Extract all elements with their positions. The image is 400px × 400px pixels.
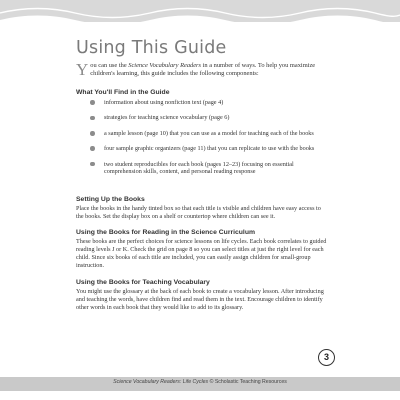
page-number: 3 bbox=[318, 349, 335, 366]
intro-text-1: ou can use the bbox=[90, 62, 129, 69]
footer-publisher: © Scholastic Teaching Resources bbox=[208, 379, 287, 385]
setup-heading: Setting Up the Books bbox=[76, 196, 145, 203]
bullet-dot-icon bbox=[90, 131, 95, 136]
footer-credit bbox=[0, 379, 400, 385]
reading-heading: Using the Books for Reading in the Science Curriculum bbox=[76, 229, 256, 236]
list-item-text: a sample lesson (page 10) that you can use as a model for teaching each of the books bbox=[104, 129, 314, 137]
find-heading: What You'll Find in the Guide bbox=[76, 89, 170, 96]
list-item bbox=[90, 145, 322, 153]
footer-series: Science Vocabulary Readers: Life Cycles bbox=[113, 379, 209, 385]
intro-paragraph bbox=[76, 62, 328, 78]
bullet-dot-icon bbox=[90, 146, 95, 151]
components-list bbox=[90, 99, 322, 184]
list-item bbox=[90, 99, 322, 107]
bullet-dot-icon bbox=[90, 116, 95, 121]
bullet-dot-icon bbox=[90, 162, 95, 167]
reading-paragraph: These books are the perfect choices for science lessons on life cycles. Each book correlates to guided reading levels J or K. Check the grid on page 8 so you can select titles at just the right level for each child. Since six books of each title are included, you can easily assign children for small-group instruction. bbox=[76, 238, 327, 269]
list-item-text: two student reproducibles for each book (pages 12–23) focusing on essential comprehension skills, content, and personal reading response bbox=[104, 160, 294, 176]
vocab-paragraph: You might use the glossary at the back of each book to create a vocabulary lesson. After introducing and teaching the words, have children find and read them in the text. Encourage children to identify other words in each book that they would like to add to its glossary. bbox=[76, 288, 324, 311]
vocab-heading: Using the Books for Teaching Vocabulary bbox=[76, 279, 210, 286]
list-item-text: information about using nonfiction text (page 4) bbox=[104, 99, 224, 106]
list-item bbox=[90, 130, 322, 138]
list-item-text: four sample graphic organizers (page 11) that you can replicate to use with the books bbox=[104, 145, 315, 153]
list-item bbox=[90, 114, 322, 122]
setup-paragraph: Place the books in the handy tinted box so that each title is visible and children have easy access to the books. Set the display box on a shelf or countertop where children can see it. bbox=[76, 205, 321, 220]
bullet-dot-icon bbox=[90, 100, 95, 105]
list-item bbox=[90, 161, 322, 177]
list-item-text: strategies for teaching science vocabulary (page 6) bbox=[104, 114, 230, 122]
wave-border-icon bbox=[0, 0, 400, 24]
page-title: Using This Guide bbox=[76, 38, 227, 58]
intro-series-title: Science Vocabulary Readers bbox=[128, 62, 202, 69]
drop-cap: Y bbox=[76, 60, 89, 79]
intro-text-2: in a number of ways. To help you maximize children's learning, this guide includes the following components: bbox=[90, 62, 316, 78]
